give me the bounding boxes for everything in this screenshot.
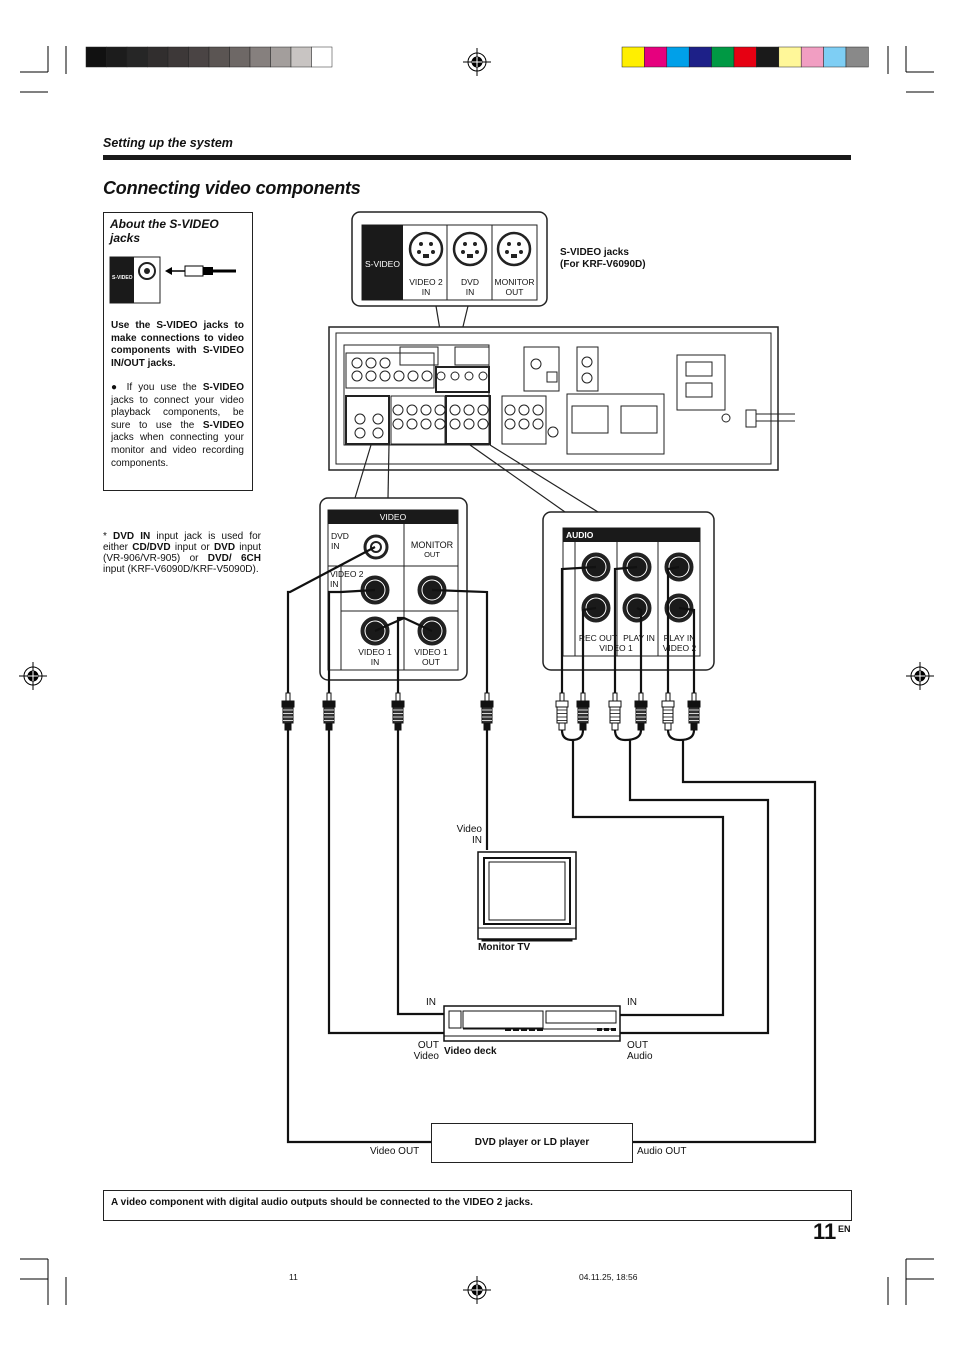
monitor-tv-label: Monitor TV [478,942,531,953]
player-video-out-label: Video OUT [370,1146,420,1157]
svideo-jack-label-dvd [449,278,491,297]
label-line: VIDEO 2 [330,569,364,579]
label-line: DVD [331,531,349,541]
monitor-tv [478,852,576,941]
rca-plug [609,693,621,730]
bullet-icon: ● [111,382,127,393]
label-line: OUT [422,656,440,667]
deck-in-left-label: IN [426,997,436,1008]
label-line: Audio [627,1051,653,1062]
bullet-text: jacks when connecting your monitor and video recording components. [111,432,244,469]
play-in-2-label: PLAY IN [663,633,696,643]
calibration-swatch [644,47,666,67]
label-line: VIDEO 2 [409,277,443,287]
footnote-text: input or [170,542,214,553]
calibration-swatch [209,47,230,67]
calibration-swatch [271,47,292,67]
calibration-swatch [230,47,251,67]
deck-audio-out-label [627,1040,653,1062]
print-sheet-number: 11 [289,1272,298,1282]
video-deck-label: Video deck [444,1046,497,1057]
label-line: Video [456,824,482,835]
calibration-swatch [712,47,734,67]
bullet-text: jacks to connect your video playback components, be sure to use the [111,394,244,431]
deck-video-out-label [400,1040,439,1062]
label-line: IN [370,656,380,667]
rca-plug [662,693,674,730]
calibration-swatch [667,47,689,67]
video-deck [444,1006,620,1041]
calibration-swatch [734,47,756,67]
label-line: VIDEO 1 [414,647,448,657]
rca-plug [282,693,294,730]
bullet-bold: S-VIDEO [202,419,244,431]
label-line: IN [330,578,339,589]
footnote-text: input jack is used for either [103,531,261,553]
calibration-swatch [312,47,333,67]
label-line: Video [413,1051,439,1062]
caption-line: S-VIDEO jacks [560,247,629,258]
calibration-swatch [801,47,823,67]
print-timestamp: 04.11.25, 18:56 [579,1272,638,1282]
rca-plug [392,693,404,730]
calibration-swatch [107,47,128,67]
rca-plug [577,693,589,730]
calibration-swatch [148,47,169,67]
svideo-caption [560,247,646,271]
svideo-badge-text: S-VIDEO [112,275,133,281]
label-line: VIDEO 1 [358,647,392,657]
rec-out-label: REC OUT [578,633,618,643]
about-title: About the S-VIDEO jacks [110,217,219,245]
dvd-player-label: DVD player or LD player [474,1137,590,1148]
deck-in-right-label: IN [627,997,637,1008]
rca-plug [635,693,647,730]
footnote [103,531,261,575]
color-calibration-bar [622,47,868,67]
gray-calibration-bar [86,47,332,67]
footnote-bold: CD/DVD [132,542,171,553]
calibration-swatch [779,47,801,67]
label-line: IN [331,540,340,551]
dvd-in-label [331,532,349,551]
calibration-swatch [824,47,846,67]
svideo-panel-badge: S-VIDEO [365,259,400,269]
footnote-mark: * [103,531,114,542]
label-line: IN [472,835,482,846]
video1-out-label [406,648,456,667]
calibration-swatch [250,47,271,67]
page-title: Connecting video components [103,178,361,198]
rca-plug [481,693,493,730]
label-line: MONITOR [494,277,535,287]
calibration-swatch [127,47,148,67]
footnote-bold: DVD [213,542,236,553]
audio-panel-header: AUDIO [566,530,594,540]
calibration-swatch [846,47,868,67]
video-panel-header: VIDEO [379,512,407,522]
label-line: OUT [417,1040,439,1051]
footnote-bold: DVD IN [113,531,151,542]
footnote-text: input (KRF-V6090D/KRF-V5090D). [103,564,259,575]
label-line: OUT [627,1040,649,1051]
footnote-text: input (VR-906/VR-905) or [103,542,261,564]
label-line: OUT [424,550,440,559]
page-language: EN [838,1224,851,1234]
monitor-video-in-label [440,824,482,846]
calibration-swatch [689,47,711,67]
video1-audio-label: VIDEO 1 [599,643,633,653]
monitor-out-label [406,540,458,560]
video2-in-label [330,570,364,589]
about-bullet [111,382,244,470]
video1-in-label [350,648,400,667]
label-line: IN [465,286,475,297]
rca-plugs [282,693,700,730]
page-number: 11 [813,1219,837,1244]
calibration-swatch [86,47,107,67]
notice-text: A video component with digital audio outputs should be connected to the VIDEO 2 jacks. [111,1197,533,1208]
svideo-jack-label-monitor [493,278,536,297]
caption-line: (For KRF-V6090D) [560,259,646,270]
calibration-swatch [189,47,210,67]
calibration-swatch [291,47,312,67]
receiver-rear-panel [329,327,795,512]
label-line: OUT [505,286,524,297]
label-line: IN [421,286,431,297]
video2-audio-label: VIDEO 2 [662,643,697,653]
rca-plug [556,693,568,730]
footnote-bold: DVD/ 6CH [207,553,261,564]
section-rule [103,155,851,160]
bullet-bold: S-VIDEO [202,382,244,393]
label-line: MONITOR [410,540,454,550]
rca-plug [688,693,700,730]
bullet-text: If you use the [126,382,203,393]
calibration-swatch [168,47,189,67]
svideo-jack-label-video2 [405,278,447,297]
about-use-text: Use the S-VIDEO jacks to make connections to video components with S-VIDEO IN/OUT jacks. [111,320,244,369]
calibration-swatch [622,47,644,67]
calibration-swatch [756,47,778,67]
section-title: Setting up the system [103,136,233,150]
play-in-1-label: PLAY IN [623,633,655,643]
label-line: DVD [461,277,479,287]
player-audio-out-label: Audio OUT [637,1146,687,1157]
rca-plug [323,693,335,730]
